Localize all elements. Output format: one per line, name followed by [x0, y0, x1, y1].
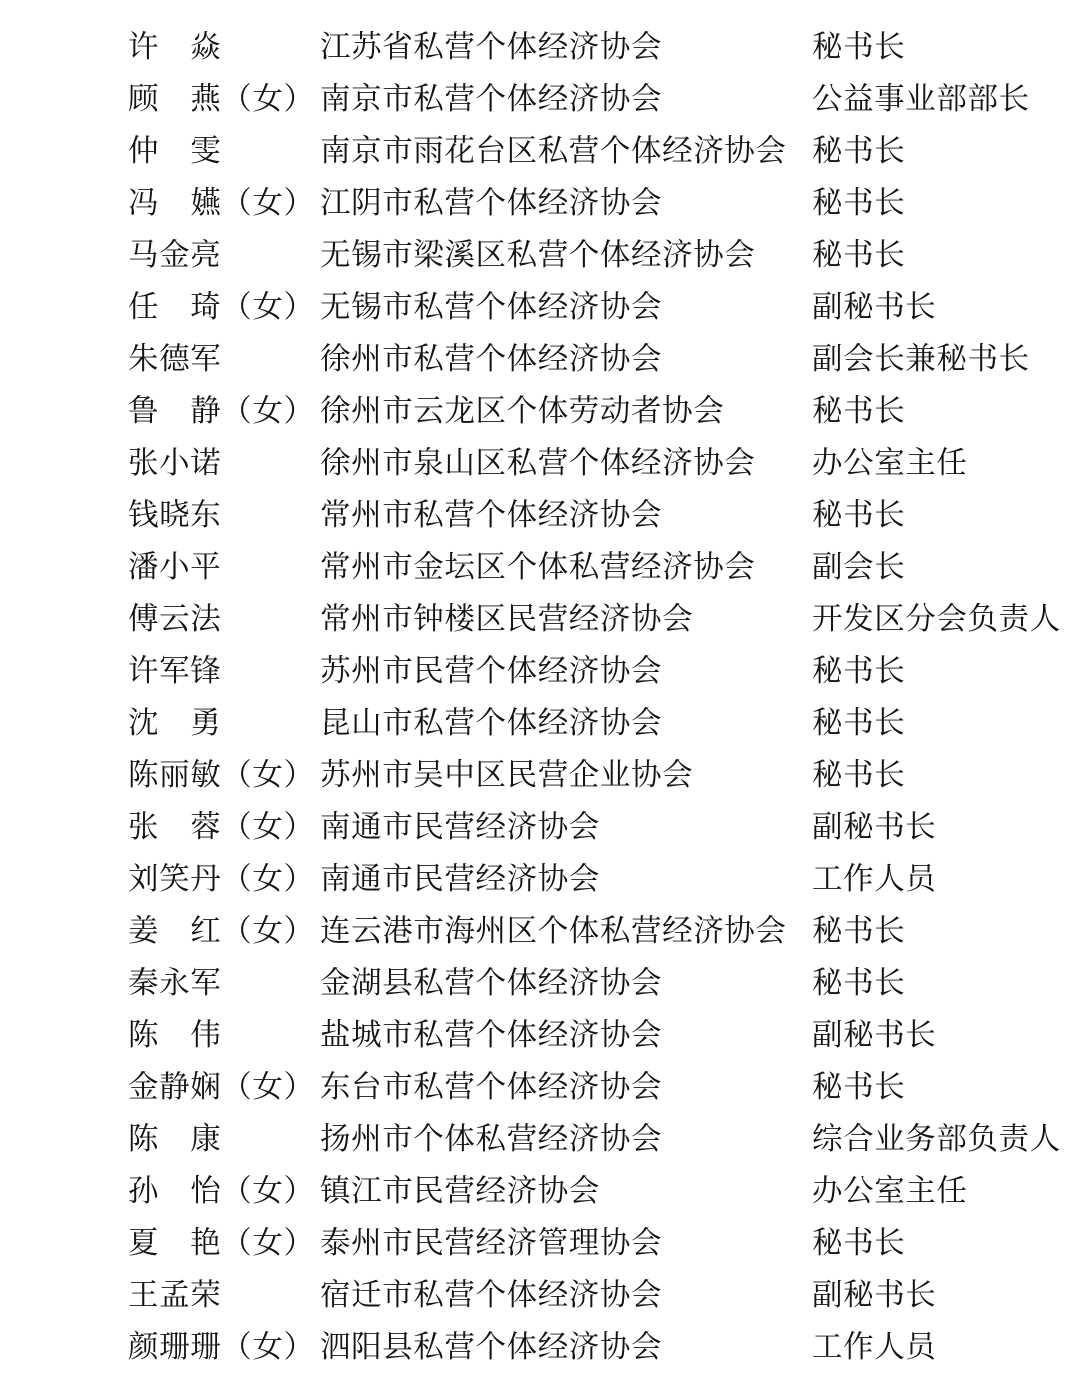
- organization-name: 扬州市个体私营经济协会: [320, 1122, 663, 1157]
- person-name: 刘笑丹（女）: [128, 862, 315, 897]
- person-name: 沈 勇: [128, 706, 222, 741]
- position-title: 秘书长: [812, 238, 906, 273]
- position-title: 副秘书长: [812, 810, 937, 845]
- person-name: 许军锋: [128, 654, 222, 689]
- person-name: 仲 雯: [128, 134, 222, 169]
- position-title: 工作人员: [812, 1330, 937, 1365]
- person-name: 孙 怡（女）: [128, 1174, 315, 1209]
- organization-name: 盐城市私营个体经济协会: [320, 1018, 663, 1053]
- position-title: 综合业务部负责人: [812, 1122, 1061, 1157]
- roster-row: [0, 906, 1080, 958]
- position-title: 秘书长: [812, 706, 906, 741]
- roster-row: [0, 74, 1080, 126]
- person-name: 王孟荣: [128, 1278, 222, 1313]
- position-title: 秘书长: [812, 1226, 906, 1261]
- organization-name: 宿迁市私营个体经济协会: [320, 1278, 663, 1313]
- organization-name: 徐州市私营个体经济协会: [320, 342, 663, 377]
- roster-row: [0, 1218, 1080, 1270]
- organization-name: 苏州市吴中区民营企业协会: [320, 758, 694, 793]
- organization-name: 南通市民营经济协会: [320, 810, 600, 845]
- organization-name: 南京市私营个体经济协会: [320, 82, 663, 117]
- organization-name: 无锡市私营个体经济协会: [320, 290, 663, 325]
- person-name: 金静娴（女）: [128, 1070, 315, 1105]
- person-name: 顾 燕（女）: [128, 82, 315, 117]
- roster-row: [0, 334, 1080, 386]
- organization-name: 泰州市民营经济管理协会: [320, 1226, 663, 1261]
- position-title: 副会长: [812, 550, 906, 585]
- position-title: 办公室主任: [812, 1174, 968, 1209]
- organization-name: 南通市民营经济协会: [320, 862, 600, 897]
- person-name: 陈丽敏（女）: [128, 758, 315, 793]
- organization-name: 苏州市民营个体经济协会: [320, 654, 663, 689]
- position-title: 副秘书长: [812, 290, 937, 325]
- organization-name: 常州市金坛区个体私营经济协会: [320, 550, 756, 585]
- organization-name: 昆山市私营个体经济协会: [320, 706, 663, 741]
- person-name: 傅云法: [128, 602, 222, 637]
- roster-row: [0, 1270, 1080, 1322]
- roster-row: [0, 490, 1080, 542]
- person-name: 鲁 静（女）: [128, 394, 315, 429]
- roster-row: [0, 1166, 1080, 1218]
- position-title: 副会长兼秘书长: [812, 342, 1030, 377]
- person-name: 钱晓东: [128, 498, 222, 533]
- position-title: 公益事业部部长: [812, 82, 1030, 117]
- roster-row: [0, 230, 1080, 282]
- person-name: 张小诺: [128, 446, 222, 481]
- roster-list: [0, 22, 1080, 1374]
- person-name: 许 焱: [128, 30, 222, 65]
- organization-name: 金湖县私营个体经济协会: [320, 966, 663, 1001]
- person-name: 潘小平: [128, 550, 222, 585]
- person-name: 朱德军: [128, 342, 222, 377]
- person-name: 冯 嬿（女）: [128, 186, 315, 221]
- position-title: 秘书长: [812, 30, 906, 65]
- roster-row: [0, 1010, 1080, 1062]
- roster-row: [0, 1062, 1080, 1114]
- organization-name: 常州市钟楼区民营经济协会: [320, 602, 694, 637]
- organization-name: 江阴市私营个体经济协会: [320, 186, 663, 221]
- roster-row: [0, 646, 1080, 698]
- organization-name: 镇江市民营经济协会: [320, 1174, 600, 1209]
- roster-row: [0, 750, 1080, 802]
- organization-name: 徐州市泉山区私营个体经济协会: [320, 446, 756, 481]
- organization-name: 东台市私营个体经济协会: [320, 1070, 663, 1105]
- position-title: 秘书长: [812, 498, 906, 533]
- organization-name: 南京市雨花台区私营个体经济协会: [320, 134, 787, 169]
- organization-name: 江苏省私营个体经济协会: [320, 30, 663, 65]
- person-name: 马金亮: [128, 238, 222, 273]
- position-title: 开发区分会负责人: [812, 602, 1061, 637]
- roster-row: [0, 958, 1080, 1010]
- position-title: 秘书长: [812, 966, 906, 1001]
- roster-row: [0, 22, 1080, 74]
- person-name: 颜珊珊（女）: [128, 1330, 315, 1365]
- roster-row: [0, 802, 1080, 854]
- roster-row: [0, 698, 1080, 750]
- roster-row: [0, 1322, 1080, 1374]
- position-title: 办公室主任: [812, 446, 968, 481]
- position-title: 秘书长: [812, 758, 906, 793]
- position-title: 秘书长: [812, 1070, 906, 1105]
- person-name: 陈 康: [128, 1122, 222, 1157]
- organization-name: 连云港市海州区个体私营经济协会: [320, 914, 787, 949]
- position-title: 副秘书长: [812, 1278, 937, 1313]
- roster-row: [0, 594, 1080, 646]
- person-name: 夏 艳（女）: [128, 1226, 315, 1261]
- organization-name: 常州市私营个体经济协会: [320, 498, 663, 533]
- roster-row: [0, 854, 1080, 906]
- person-name: 任 琦（女）: [128, 290, 315, 325]
- position-title: 工作人员: [812, 862, 937, 897]
- position-title: 秘书长: [812, 134, 906, 169]
- roster-row: [0, 178, 1080, 230]
- roster-row: [0, 438, 1080, 490]
- organization-name: 徐州市云龙区个体劳动者协会: [320, 394, 725, 429]
- position-title: 秘书长: [812, 914, 906, 949]
- position-title: 副秘书长: [812, 1018, 937, 1053]
- roster-row: [0, 1114, 1080, 1166]
- person-name: 张 蓉（女）: [128, 810, 315, 845]
- organization-name: 无锡市梁溪区私营个体经济协会: [320, 238, 756, 273]
- position-title: 秘书长: [812, 654, 906, 689]
- roster-row: [0, 386, 1080, 438]
- person-name: 秦永军: [128, 966, 222, 1001]
- roster-row: [0, 542, 1080, 594]
- organization-name: 泗阳县私营个体经济协会: [320, 1330, 663, 1365]
- roster-row: [0, 126, 1080, 178]
- position-title: 秘书长: [812, 394, 906, 429]
- person-name: 陈 伟: [128, 1018, 222, 1053]
- position-title: 秘书长: [812, 186, 906, 221]
- person-name: 姜 红（女）: [128, 914, 315, 949]
- roster-row: [0, 282, 1080, 334]
